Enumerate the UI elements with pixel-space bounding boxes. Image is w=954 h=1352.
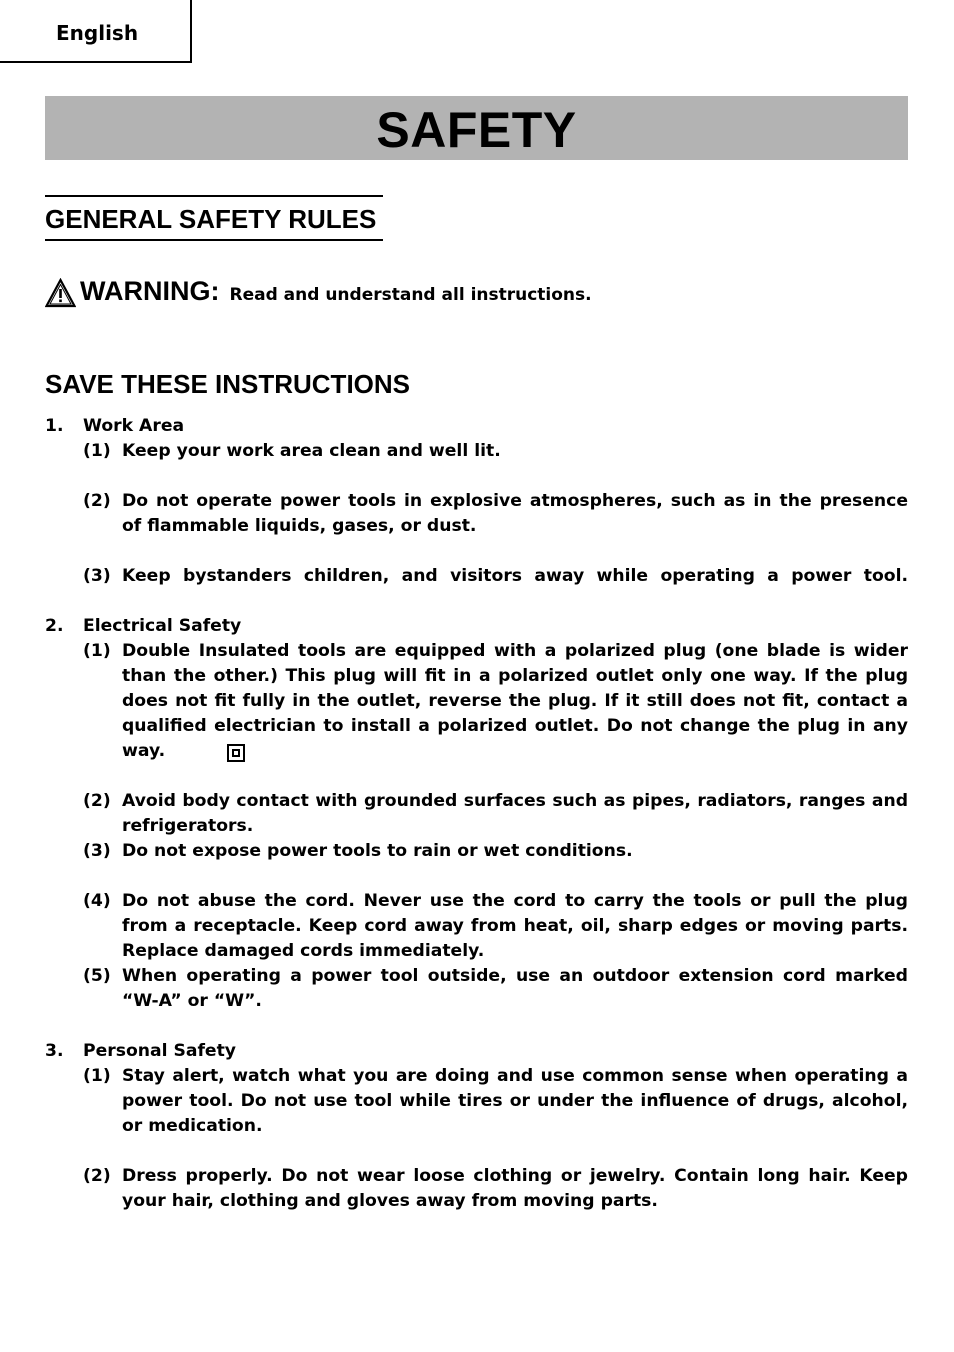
language-tab (0, 0, 192, 63)
warning-label: WARNING: (80, 276, 220, 306)
list-item: Keep your work area clean and well lit. (122, 441, 501, 461)
item-number: (3) (83, 566, 111, 586)
section-heading (45, 195, 383, 241)
section-title: Personal Safety (83, 1041, 237, 1061)
list-item: Keep bystanders children, and visitors away while operating a power tool. (122, 566, 908, 586)
item-number: (5) (83, 966, 111, 986)
list-item: Double Insulated tools are equipped with a polarized plug (one blade is wider than the other.) This plug will fit in a polarized outlet only one way. If the plug does not fit fully in the outlet, reverse the plug. If it still does not fit, contact a qualified electrician to install a polarized outlet. Do not change the plug in any way. (122, 641, 908, 761)
item-number: (1) (83, 441, 111, 461)
section-heading-text: GENERAL SAFETY RULES (45, 204, 377, 234)
title-banner (45, 96, 908, 160)
item-number: (2) (83, 791, 111, 811)
item-number: (4) (83, 891, 111, 911)
item-number: (1) (83, 641, 111, 661)
list-item: Stay alert, watch what you are doing and use common sense when operating a power tool. Do not use tool while tires or under the influence of drugs, alcohol, or medication. (122, 1066, 908, 1136)
list-item: Dress properly. Do not wear loose clothing or jewelry. Contain long hair. Keep your hair, clothing and gloves away from moving parts. (122, 1166, 908, 1211)
list-item: Do not abuse the cord. Never use the cord to carry the tools or pull the plug from a receptacle. Keep cord away from heat, oil, sharp edges or moving parts. Replace damaged cords immediately. (122, 891, 908, 961)
list-item: When operating a power tool outside, use an outdoor extension cord marked “W-A” or “W”. (122, 966, 908, 1011)
list-item: Do not operate power tools in explosive atmospheres, such as in the presence of flammable liquids, gases, or dust. (122, 491, 908, 536)
double-insulation-icon (227, 744, 245, 762)
warning-text: Read and understand all instructions. (229, 285, 592, 305)
list-item: Avoid body contact with grounded surfaces such as pipes, radiators, ranges and refrigerators. (122, 791, 908, 836)
item-number: (3) (83, 841, 111, 861)
item-number: (2) (83, 491, 111, 511)
section-title: Electrical Safety (83, 616, 242, 636)
warning-triangle-icon (45, 278, 76, 308)
item-number: (1) (83, 1066, 111, 1086)
page-title: SAFETY (376, 102, 577, 158)
section-number: 3. (45, 1041, 64, 1061)
section-number: 2. (45, 616, 64, 636)
section-number: 1. (45, 416, 64, 436)
warning-line (45, 276, 592, 310)
list-item: Do not expose power tools to rain or wet conditions. (122, 841, 633, 861)
item-number: (2) (83, 1166, 111, 1186)
save-instructions-heading: SAVE THESE INSTRUCTIONS (45, 369, 411, 399)
language-label: English (56, 21, 139, 45)
section-title: Work Area (83, 416, 185, 436)
